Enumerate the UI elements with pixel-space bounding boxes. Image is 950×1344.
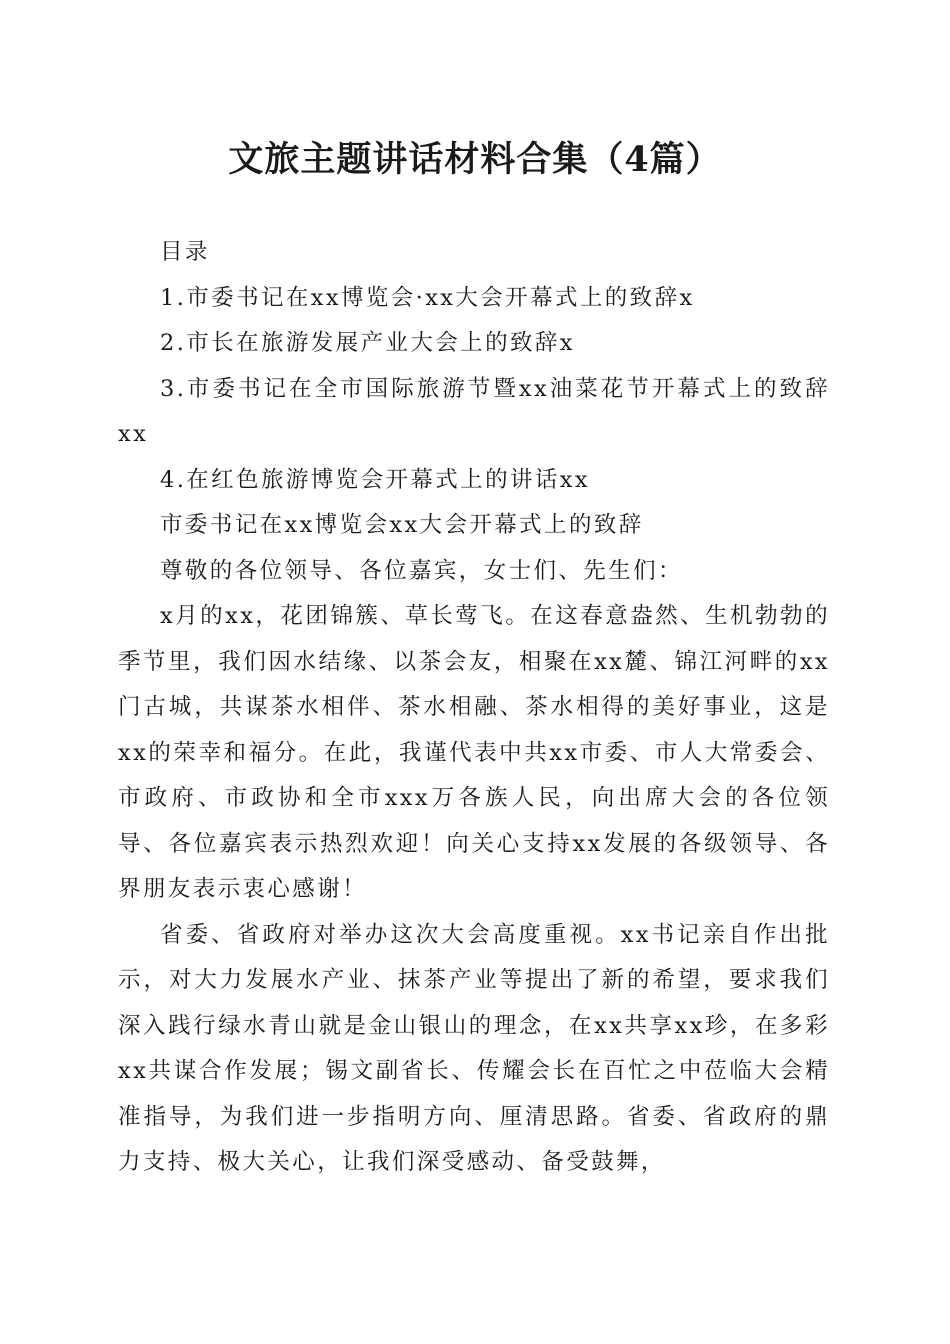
greeting: 尊敬的各位领导、各位嘉宾，女士们、先生们： <box>160 557 683 584</box>
body-paragraph-1: x月的xx，花团锦簇、草长莺飞。在这春意盎然、生机勃勃的季节里，我们因水结缘、以茶会友，相聚在xx麓、锦江河畔的xx门古城，共谋茶水相伴、茶水相融、茶水相得的美好事业，这是xx的荣幸和福分。在此，我谨代表中共xx市委、市人大常委会、市政府、市政协和全市xxx万各族人民，向出席大会的各位领导、各位嘉宾表示热烈欢迎！向关心支持xx发展的各级领导、各界朋友表示衷心感谢！ <box>118 603 830 902</box>
toc-heading: 目录 <box>160 239 210 265</box>
toc-item-1: 1.市委书记在xx博览会·xx大会开幕式上的致辞x <box>160 284 695 311</box>
section-title: 市委书记在xx博览会xx大会开幕式上的致辞 <box>160 512 644 538</box>
toc-item-4: 4.在红色旅游博览会开幕式上的讲话xx <box>160 466 590 493</box>
toc-item-2: 2.市长在旅游发展产业大会上的致辞x <box>160 330 575 356</box>
document-body <box>118 230 830 1186</box>
body-paragraph-2: 省委、省政府对举办这次大会高度重视。xx书记亲自作出批示，对大力发展水产业、抹茶产业等提出了新的希望，要求我们深入践行绿水青山就是金山银山的理念，在xx共享xx珍，在多彩xx共谋合作发展；锡文副省长、传耀会长在百忙之中莅临大会精准指导，为我们进一步指明方向、厘清思路。省委、省政府的鼎力支持、极大关心，让我们深受感动、备受鼓舞， <box>118 921 830 1175</box>
toc-item-3: 3.市委书记在全市国际旅游节暨xx油菜花节开幕式上的致辞xx <box>118 375 830 447</box>
document-title: 文旅主题讲话材料合集（4篇） <box>228 139 722 180</box>
